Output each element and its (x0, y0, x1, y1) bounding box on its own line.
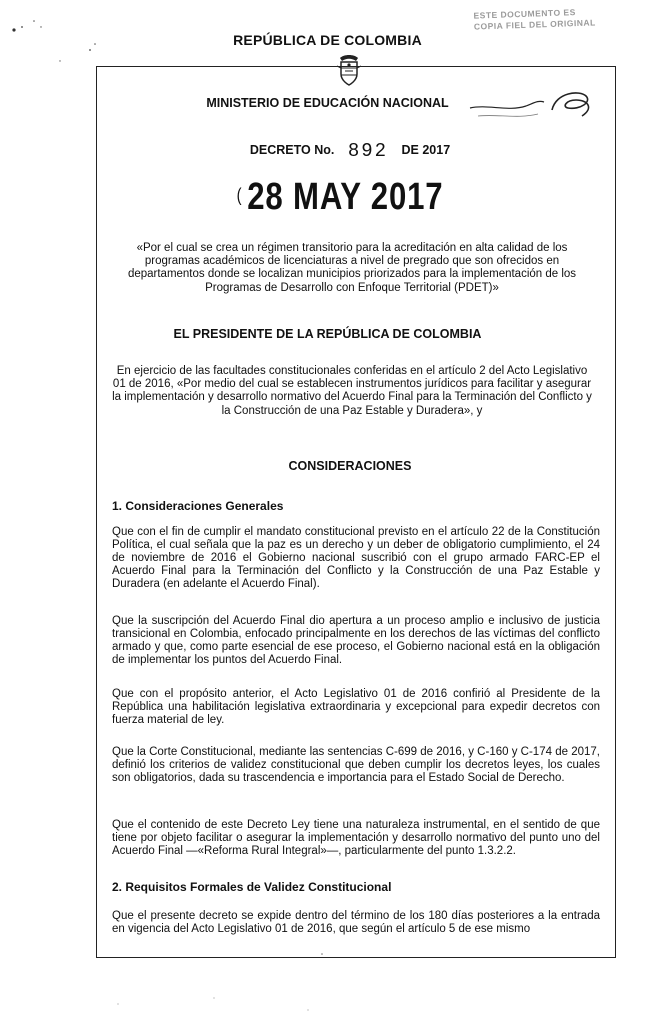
signature (468, 86, 598, 122)
paragraph: Que el presente decreto se expide dentro del término de los 180 días posteriores a la entrada en vigencia del Acto Legislativo 01 de 2016, que según el artículo 5 de ese mismo (112, 910, 600, 936)
section-general-title: 1. Consideraciones Generales (112, 499, 284, 513)
exercise-clause: En ejercicio de las facultades constitucionales conferidas en el artículo 2 del Acto Legislativo 01 de 2016, «Por medio del cual se establecen instrumentos jurídicos para facilitar y asegurar la implementación y desarrollo normativo del Acuerdo Final para la Terminación del Conflicto y la Construcción de una Paz Estable y Duradera», y (112, 365, 592, 417)
country-title: REPÚBLICA DE COLOMBIA (233, 32, 422, 48)
paragraph: Que el contenido de este Decreto Ley tiene una naturaleza instrumental, en el sentido de que tiene por objeto facilitar o asegurar la implementación y desarrollo normativo del punto uno del Acuerdo Final —«Reforma Rural Integral»—, particularmente del punto 1.3.2.2. (112, 819, 600, 858)
paragraph: Que con el propósito anterior, el Acto Legislativo 01 de 2016 confirió al Presidente de la República una habilitación legislativa extraordinaria y excepcional para expedir decretos con fuerza material de ley. (112, 688, 600, 727)
paragraph: Que la Corte Constitucional, mediante las sentencias C-699 de 2016, y C-160 y C-174 de 2017, definió los criterios de validez constitucional que deben cumplir los decretos leyes, los cuales son obligatorios, dada su trascendencia e importancia para el Estado Social de Derecho. (112, 746, 600, 785)
copy-stamp (473, 5, 624, 50)
date-paren: ( (236, 185, 243, 205)
paragraph: Que la suscripción del Acuerdo Final dio apertura a un proceso amplio e inclusivo de justicia transicional en Colombia, enfocado principalmente en los derechos de las víctimas del conflicto armado y que, como parte esencial de ese proceso, el Gobierno nacional está en la obligación de implementar los puntos del Acuerdo Final. (112, 615, 600, 667)
decree-subject: «Por el cual se crea un régimen transitorio para la acreditación en alta calidad de los programas académicos de licenciaturas a nivel de pregrado que son ofrecidos en departamentos donde se localizan municipios priorizados para la implementación de los Programas de Desarrollo con Enfoque Territorial (PDET)» (127, 242, 577, 294)
paragraph: Que con el fin de cumplir el mandato constitucional previsto en el artículo 22 de la Constitución Política, el cual señala que la paz es un derecho y un deber de obligatorio cumplimiento, el 24 de noviembre de 2016 el Gobierno nacional suscribió con el grupo armado FARC-EP el Acuerdo Final para la Terminación del Conflicto y la Construcción de una Paz Estable y Duradera (en adelante el Acuerdo Final). (112, 526, 600, 591)
president-heading: EL PRESIDENTE DE LA REPÚBLICA DE COLOMBIA (173, 327, 482, 341)
stamp-line-1: ESTE DOCUMENTO ES (473, 7, 576, 21)
stamp-line-2: COPIA FIEL DEL ORIGINAL (473, 17, 596, 32)
decree-number: 892 (347, 140, 389, 162)
coat-of-arms-icon (336, 54, 362, 88)
decree-year: DE 2017 (401, 143, 451, 157)
ministry-name: MINISTERIO DE EDUCACIÓN NACIONAL (206, 96, 449, 110)
date-stamp (61, 176, 619, 219)
date-text: 28 MAY 2017 (247, 176, 444, 218)
decree-label: DECRETO No. (249, 143, 335, 157)
considerations-heading: CONSIDERACIONES (288, 459, 412, 473)
decree-line (0, 140, 655, 162)
section-formal-title: 2. Requisitos Formales de Validez Constitucional (112, 880, 392, 894)
